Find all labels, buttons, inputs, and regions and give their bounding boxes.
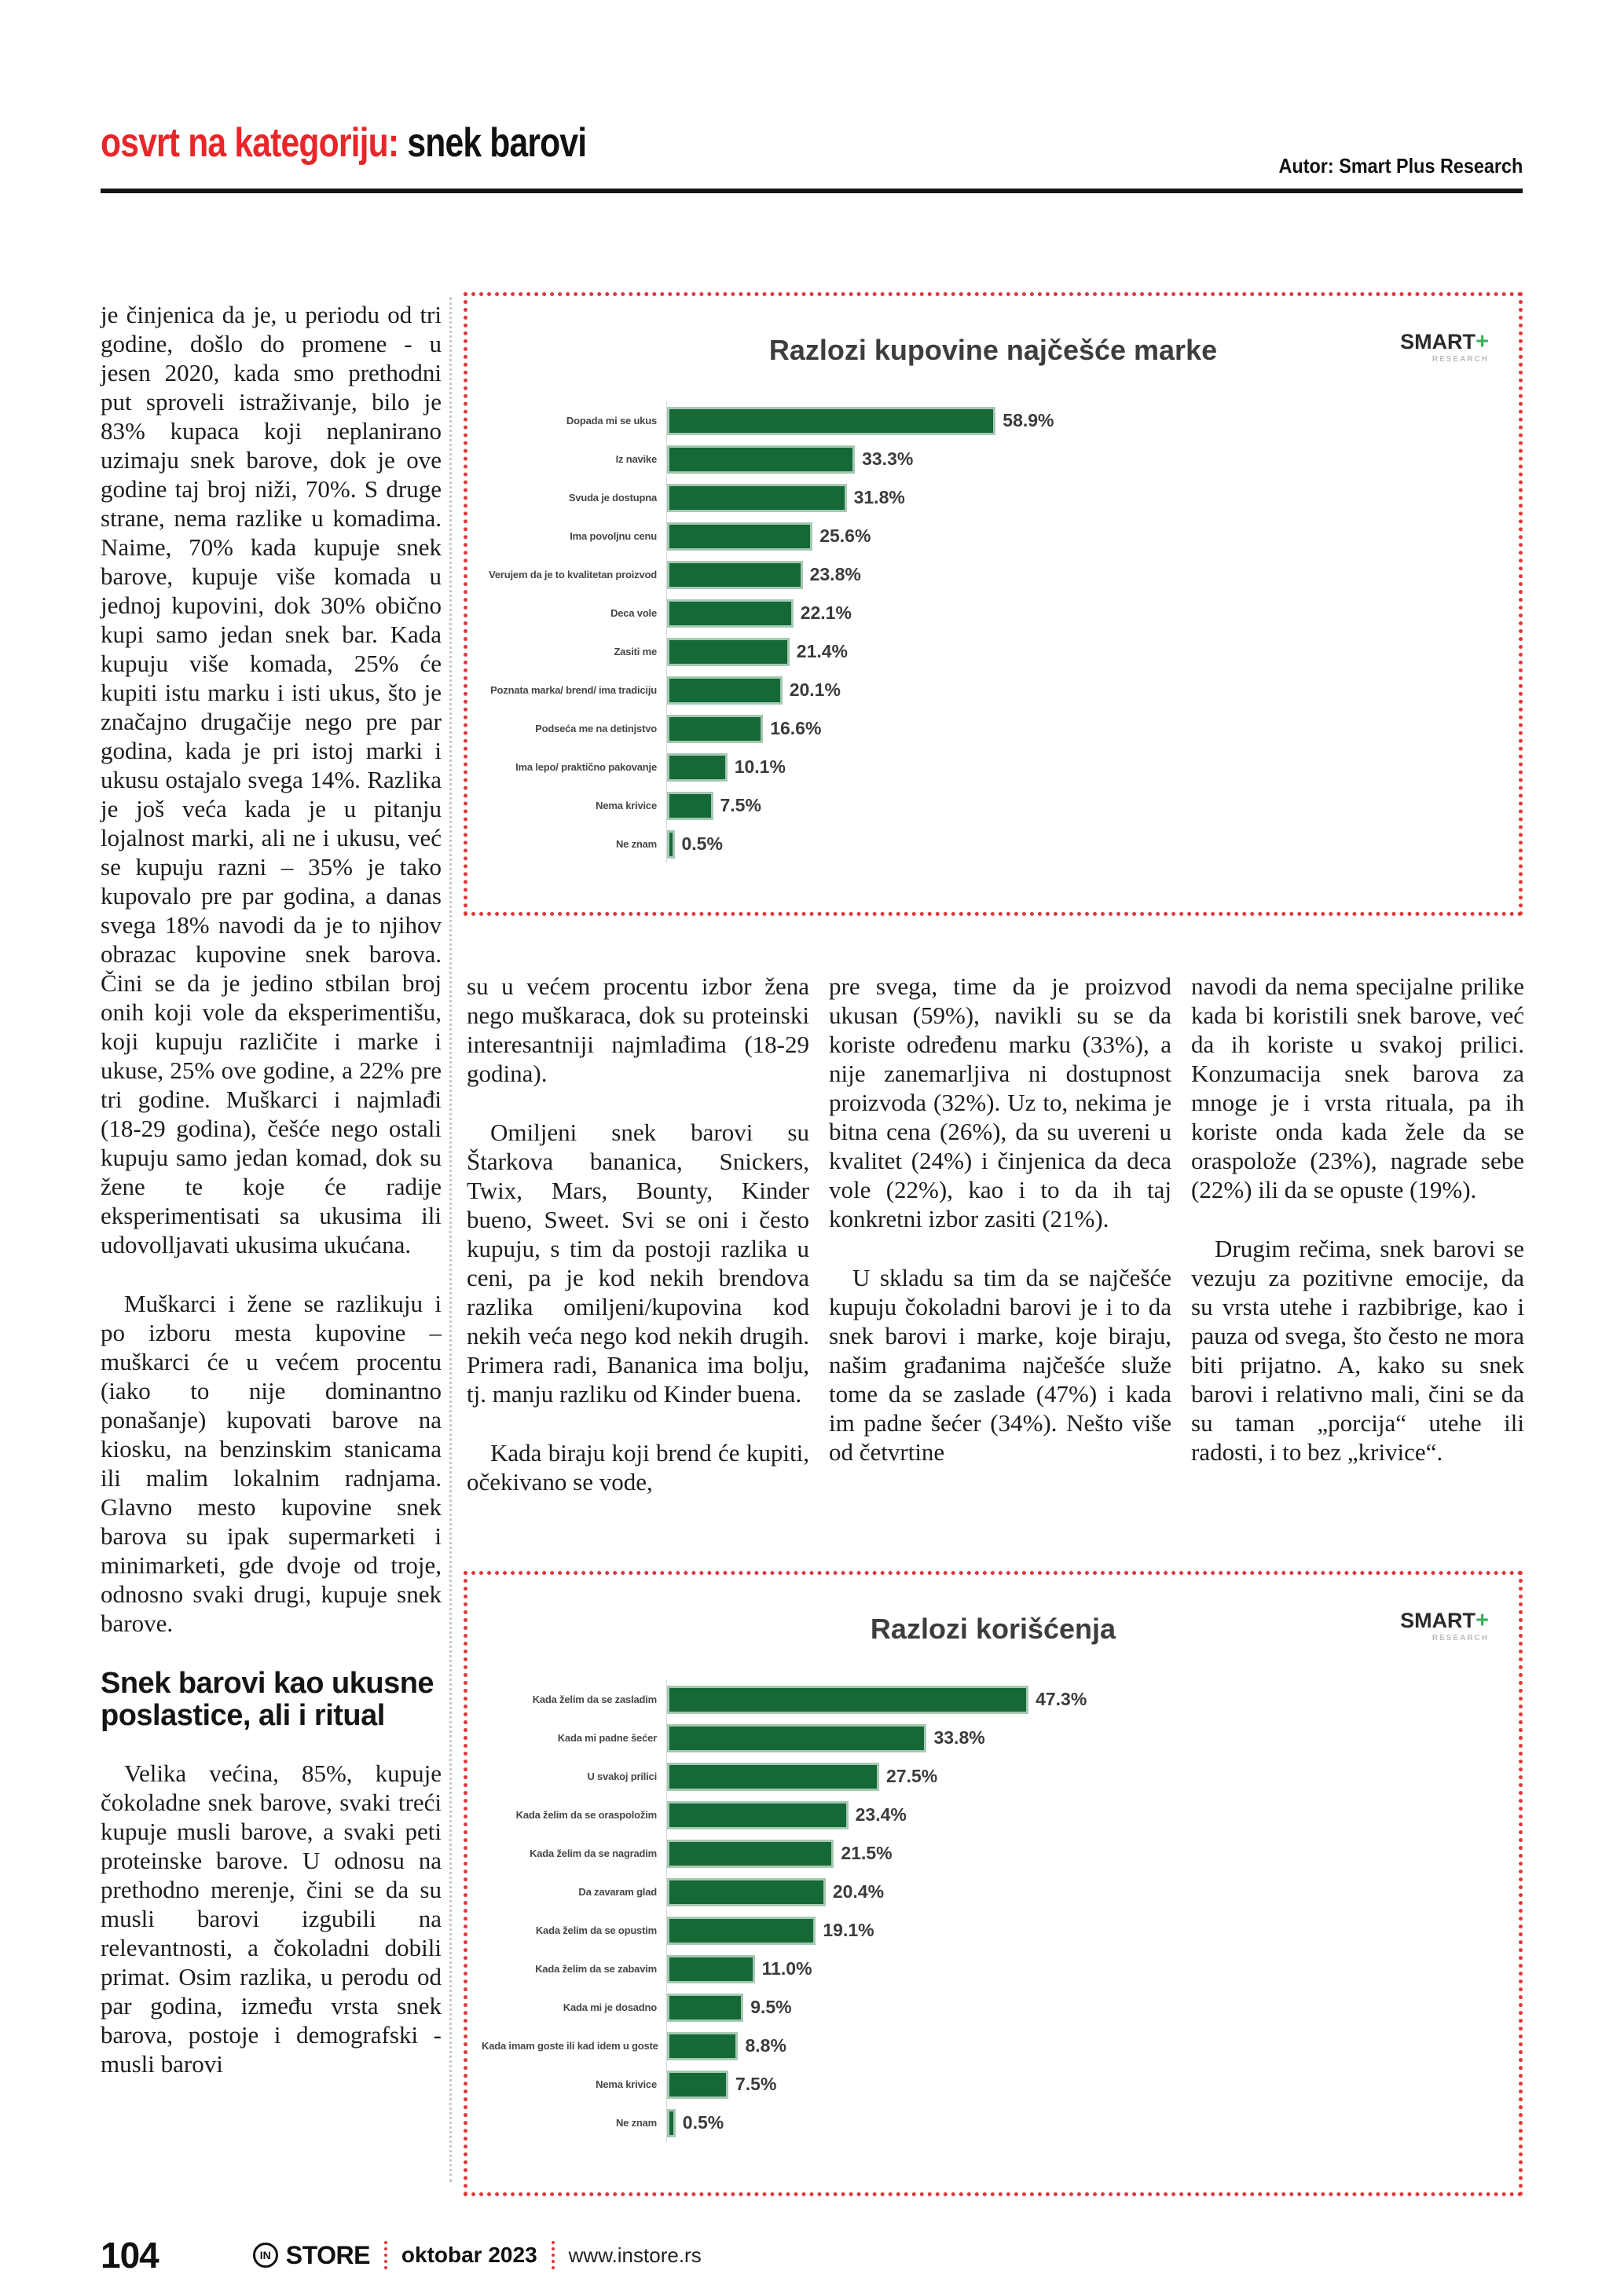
bar-value: 16.6% (770, 718, 822, 738)
chart-row (482, 1988, 1505, 2027)
chart-razlozi-koriscenja (464, 1571, 1523, 2196)
paragraph: Muškarci i žene se razlikuju i po izboru mesta kupovine – muškarci će u većem procentu (iako to nije dominantno ponašanje) kupovati barove na kiosku, na benzinskim stanicama ili malim lokalnim radnjama. Glavno mesto kupovine snek barova su ipak supermarketi i minimarketi, gde dvoje od troje, odnosno svaki drugi, kupuje snek barove. (101, 1290, 442, 1637)
bar-category-label: Da zavaram glad (578, 1886, 657, 1898)
bar-category-label: Kada želim da se zabavim (535, 1963, 657, 1975)
bar-area (666, 786, 1505, 825)
bar (667, 445, 855, 474)
bar (667, 1917, 816, 1945)
logo-subtext: RESEARCH (1432, 355, 1489, 364)
bar-value: 23.8% (809, 564, 861, 584)
chart-row (482, 1796, 1505, 1834)
bar (667, 561, 803, 589)
bar-value: 10.1% (734, 756, 786, 777)
bar-category-label: Dopada mi se ukus (566, 415, 657, 427)
chart-row (482, 632, 1505, 671)
bar-value: 20.1% (789, 679, 841, 700)
chart-row (482, 2104, 1505, 2142)
bar (667, 599, 794, 628)
bar-value: 9.5% (750, 1997, 792, 2017)
bar-category-label: Nema krivice (596, 2078, 657, 2090)
paragraph: Kada biraju koji brend će kupiti, očekivano se vode, (467, 1439, 809, 1496)
bar-value: 31.8% (853, 487, 905, 507)
chart-row (482, 478, 1505, 517)
bar-area (666, 1873, 1505, 1911)
bar-value: 11.0% (761, 1958, 812, 1979)
bar-value: 58.9% (1003, 410, 1054, 430)
bar-category-label: Kada mi padne šećer (557, 1732, 657, 1744)
bar-category-label: Ne znam (615, 838, 657, 850)
bar-category-label: Poznata marka/ brend/ ima tradiciju (490, 684, 657, 696)
bar-area (666, 401, 1505, 440)
bar (667, 2071, 728, 2099)
bar-area (666, 555, 1505, 594)
bar-value: 19.1% (823, 1920, 874, 1940)
bar-value: 7.5% (735, 2074, 777, 2094)
bar (667, 1763, 879, 1791)
bar-category-label: Kada mi je dosadno (563, 2001, 657, 2013)
bar-category-label: Deca vole (610, 607, 657, 619)
bar-category-label: Zasiti me (614, 646, 657, 657)
chart-row (482, 1680, 1505, 1719)
bar-area (666, 1719, 1505, 1757)
footer-divider (552, 2241, 555, 2269)
bar-area (666, 478, 1505, 517)
bar-area (666, 1950, 1505, 1988)
section-heading: Snek barovi kao ukusne poslastice, ali i ritual (101, 1667, 434, 1732)
chart-row (482, 786, 1505, 825)
logo-subtext: RESEARCH (1432, 1634, 1489, 1642)
paragraph: pre svega, time da je proizvod ukusan (59%), navikli su se da koriste određenu marku (33%), a nije zanemarljiva ni dostupnost proizvoda (32%). Uz to, nekima je bitna cena (26%), da su uvereni u kvalitet (24%) i činjenica da deca vole (22%), kao i to da ih taj konkretni izbor zasiti (21%). (829, 972, 1171, 1232)
chart-row (482, 401, 1505, 440)
bar-category-label: U svakoj prilici (587, 1771, 657, 1782)
article-column-4 (1191, 972, 1524, 1496)
bar-area (666, 671, 1505, 709)
header-rule (101, 189, 1523, 193)
bar (667, 2109, 676, 2137)
column-divider (449, 297, 452, 2182)
chart-row (482, 2027, 1505, 2065)
smartplus-logo (1400, 331, 1489, 364)
bar-area (666, 1796, 1505, 1834)
chart-title: Razlozi korišćenja (870, 1613, 1116, 1645)
bar (667, 484, 847, 512)
bar-area (666, 748, 1505, 786)
bar-value: 22.1% (800, 602, 852, 623)
bar-value: 25.6% (819, 525, 871, 546)
bar-area (666, 2104, 1505, 2142)
bar (667, 522, 812, 551)
chart-row (482, 440, 1505, 478)
bar-value: 21.4% (796, 641, 849, 661)
website-url: www.instore.rs (568, 2243, 702, 2267)
logo-brand-text: SMART (1400, 1609, 1476, 1632)
logo-in-text: IN (259, 2249, 271, 2261)
paragraph: je činjenica da je, u periodu od tri godine, došlo do promene - u jesen 2020, kada smo prethodni put sproveli istraživanje, bilo je 83% kupaca koji neplanirano uzimaju snek barove, dok je ove godine taj broj niži, 70%. S druge strane, nema razlike u komadima. Naime, 70% kada kupuje snek barove, kupuje više komada u jednoj kupovini, dok 30% obično kupi samo jedan snek bar. Kada kupuju više komada, 25% će kupiti istu marku i isti ukus, što je značajno drugačije nego pre par godina, kada je pri istoj marki i ukusu ostajalo svega 14%. Razlika je još veća kada je u pitanju lojalnost marki, ali ne i ukusu, već se kupuju razni – 35% je tako kupovalo pre par godina, a danas svega 18% navodi da je to njihov obrazac kupovine snek barova. Čini se da je jedino stbilan broj onih koji vole da eksperimentišu, koji kupuju različite i marke i ukuse, 25% ove godine, a 22% pre tri godine. Muškarci i najmlađi (18-29 godina), češće nego ostali kupuju samo jedan komad, dok su žene te koje će radije eksperimentisati sa ukusima ili udovolljavati ukusima ukućana. (101, 301, 442, 1258)
bar (667, 1994, 743, 2022)
bar-category-label: Kada želim da se oraspoložim (515, 1809, 657, 1821)
chart-row (482, 555, 1505, 594)
bar-area (666, 1911, 1505, 1950)
bar (667, 2032, 738, 2060)
bar-value: 21.5% (841, 1843, 893, 1863)
instore-logo-icon (253, 2243, 278, 2268)
footer-divider (384, 2241, 387, 2269)
bar-category-label: Kada želim da se opustim (535, 1924, 657, 1936)
store-wordmark: STORE (285, 2240, 370, 2269)
page-number: 104 (101, 2235, 159, 2276)
chart-row (482, 671, 1505, 709)
bar-area (666, 440, 1505, 478)
paragraph: U skladu sa tim da se najčešće kupuju čokoladni barovi je i to da snek barovi i marke, koje biraju, našim građanima najčešće služe tome da se zaslade (47%) i kada im padne šećer (34%). Nešto više od četvrtine (829, 1264, 1171, 1466)
bar-category-label: Podseća me na detinjstvo (535, 723, 657, 734)
bar-value: 23.4% (855, 1804, 907, 1825)
chart-row (482, 1834, 1505, 1873)
bar-area (666, 1834, 1505, 1873)
bar-value: 47.3% (1036, 1689, 1087, 1709)
author-credit: Autor: Smart Plus Research (1278, 154, 1523, 178)
bar-category-label: Kada želim da se zasladim (532, 1694, 657, 1705)
chart-row (482, 1719, 1505, 1757)
bar (667, 676, 783, 705)
article-column-left (101, 300, 442, 2108)
bar (667, 753, 728, 782)
bar-value: 0.5% (681, 833, 723, 854)
bar (667, 1955, 755, 1983)
chart-row (482, 2065, 1505, 2104)
bar-area (666, 594, 1505, 632)
issue-date: oktobar 2023 (401, 2243, 537, 2267)
bar (667, 1686, 1028, 1714)
bar-value: 0.5% (682, 2112, 724, 2133)
bar-area (666, 1757, 1505, 1796)
bar-rows (467, 401, 1519, 863)
chart-row (482, 1757, 1505, 1796)
plus-icon: + (1476, 329, 1489, 354)
chart-row (482, 1873, 1505, 1911)
bar-category-label: Kada imam goste ili kad idem u goste (482, 2040, 658, 2052)
category-kicker: osvrt na kategoriju: (101, 120, 399, 166)
chart-row (482, 709, 1505, 748)
paragraph: Velika većina, 85%, kupuje čokoladne snek barove, svaki treći kupuje musli barove, a svaki peti proteinske barove. U odnosu na prethodno merenje, čini se da su musli barovi izgubili na relevantnosti, a čokoladni dobili primat. Osim razlika, u perodu od par godina, između vrsta snek barova, postoje i demografski - musli barovi (101, 1760, 442, 2078)
bar-category-label: Ima povoljnu cenu (570, 530, 657, 542)
chart-row (482, 1950, 1505, 1988)
bar-category-label: Kada želim da se nagradim (530, 1847, 657, 1859)
article-column-3 (829, 972, 1171, 1496)
article-column-2 (467, 972, 809, 1526)
bar-value: 27.5% (886, 1766, 938, 1786)
bar-area (666, 2027, 1505, 2065)
bar (667, 407, 995, 435)
chart-row (482, 825, 1505, 863)
bar-area (666, 1680, 1505, 1719)
category-title: snek barovi (398, 120, 587, 166)
logo-brand-text: SMART (1400, 330, 1476, 353)
chart-row (482, 594, 1505, 632)
bar-value: 7.5% (720, 795, 761, 815)
bar-category-label: Svuda je dostupna (568, 492, 657, 504)
footer-brand-group (253, 2241, 702, 2270)
chart-razlozi-kupovine (464, 292, 1523, 916)
plus-icon: + (1476, 1608, 1489, 1633)
paragraph: Omiljeni snek barovi su Štarkova bananica, Snickers, Twix, Mars, Bounty, Kinder bueno, Sweet. Svi se oni i često kupuju, s tim da postoji razlika u ceni, pa je kod nekih brendova razlika omiljeni/kupovina kod nekih veća nego kod nekih drugih. Primera radi, Bananica ima bolju, tj. manju razliku od Kinder buena. (467, 1119, 809, 1408)
chart-row (482, 1911, 1505, 1950)
bar-area (666, 1988, 1505, 2027)
bar (667, 638, 790, 666)
bar-value: 33.3% (862, 449, 914, 469)
bar-category-label: Ne znam (615, 2117, 657, 2129)
bar (667, 830, 675, 859)
bar-area (666, 709, 1505, 748)
bar-category-label: Nema krivice (596, 800, 657, 811)
paragraph: su u većem procentu izbor žena nego muškaraca, dok su proteinski interesantniji najmlađima (18-29 godina). (467, 972, 809, 1087)
bar-area (666, 825, 1505, 863)
bar (667, 715, 763, 743)
bar (667, 792, 713, 820)
paragraph: navodi da nema specijalne prilike kada bi koristili snek barove, već da ih koriste u svakoj prilici. Konzumacija snek barova za mnoge je i vrsta rituala, pa ih koriste onda kada žele da se oraspolože (23%), nagrade sebe (22%) ili da se opuste (19%). (1191, 972, 1524, 1203)
bar (667, 1840, 834, 1868)
bar-category-label: Ima lepo/ praktično pakovanje (515, 761, 657, 773)
bar-area (666, 2065, 1505, 2104)
bar-area (666, 517, 1505, 555)
bar-area (666, 632, 1505, 671)
bar-value: 20.4% (832, 1881, 885, 1902)
chart-row (482, 748, 1505, 786)
chart-row (482, 517, 1505, 555)
bar-category-label: Verujem da je to kvalitetan proizvod (489, 569, 657, 580)
chart-title: Razlozi kupovine najčešće marke (768, 334, 1218, 366)
bar-value: 33.8% (933, 1727, 985, 1748)
page-footer (101, 2234, 702, 2276)
bar-category-label: Iz navike (615, 453, 657, 465)
bar (667, 1878, 826, 1906)
smartplus-logo (1400, 1609, 1489, 1642)
bar-rows (467, 1680, 1519, 2142)
bar-value: 8.8% (745, 2035, 786, 2056)
page-title (101, 119, 586, 167)
bar (667, 1724, 926, 1752)
paragraph: Drugim rečima, snek barovi se vezuju za pozitivne emocije, da su vrsta utehe i razbibrige, kao i pauza od svega, što često ne mora biti prijatno. A, kako su snek barovi i relativno mali, čini se da su taman „porcija“ utehe ili radosti, i to bez „krivice“. (1191, 1235, 1524, 1466)
bar (667, 1801, 849, 1829)
